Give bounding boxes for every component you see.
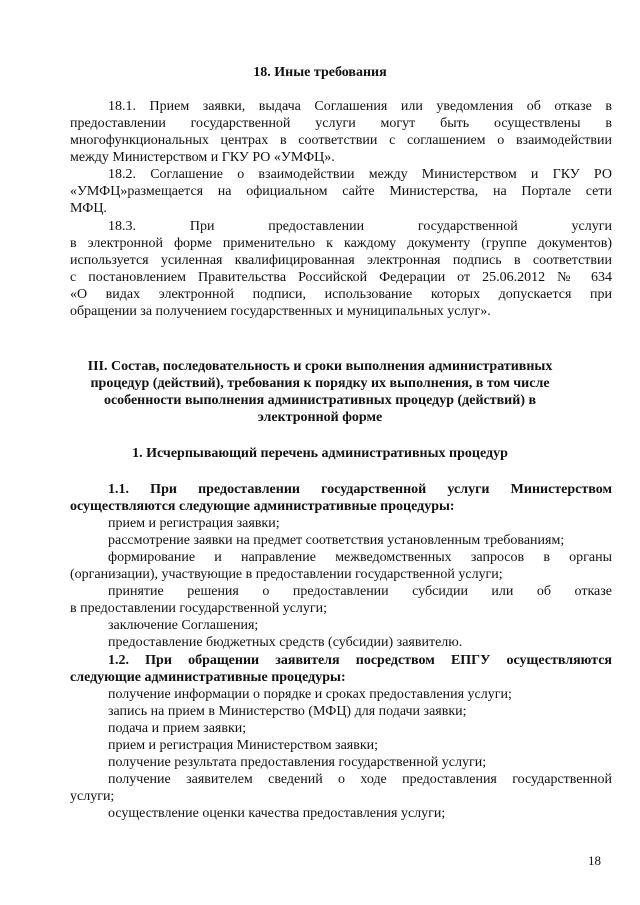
para-1-2-title-line: следующие административные процедуры:: [70, 670, 346, 685]
para-18-3-line: в электронной форме применительно к каждому документу (группе документов): [70, 236, 612, 251]
section-18-title: 18. Иные требования: [253, 65, 387, 80]
section-3-title-line: особенности выполнения административных процедур (действий) в: [103, 393, 537, 408]
list-item: прием и регистрация Министерством заявки;: [108, 738, 379, 753]
list-item: заключение Соглашения;: [108, 618, 259, 633]
list-item: формирование и направление межведомственных запросов в органы: [108, 550, 612, 565]
list-item: прием и регистрация заявки;: [108, 516, 280, 531]
list-item: осуществление оценки качества предоставления услуги;: [108, 806, 446, 821]
para-18-2-line: «УМФЦ»размещается на официальном сайте Министерства, на Портале сети: [70, 184, 612, 199]
para-18-1-line: многофункциональных центрах в соответствии с соглашением о взаимодействии: [70, 133, 612, 148]
para-18-3-line: используется усиленная квалифицированная электронная подпись в соответствии: [70, 253, 612, 268]
page-number: 18: [588, 853, 601, 868]
para-1-2-title-line: 1.2. При обращении заявителя посредством ЕПГУ осуществляются: [108, 653, 612, 668]
para-18-3-line: 18.3. При предоставлении государственной услуги: [108, 219, 612, 234]
list-item: предоставление бюджетных средств (субсидии) заявителю.: [108, 635, 463, 650]
para-18-1-line: 18.1. Прием заявки, выдача Соглашения или уведомления об отказе в: [108, 99, 612, 114]
para-1-1-title-line: осуществляются следующие административные процедуры:: [70, 499, 455, 514]
list-item: в предоставлении государственной услуги;: [70, 601, 328, 616]
list-item: принятие решения о предоставлении субсидии или об отказе: [108, 584, 612, 599]
list-item: получение информации о порядке и сроках предоставления услуги;: [108, 687, 512, 702]
para-18-3-line: с постановлением Правительства Российской Федерации от 25.06.2012 № 634: [70, 270, 612, 285]
para-18-1-line: предоставлении государственной услуги могут быть осуществлены в: [70, 116, 612, 131]
para-18-2-line: МФЦ.: [70, 201, 107, 216]
section-3-title-line: электронной форме: [257, 410, 383, 425]
subsection-1-title: 1. Исчерпывающий перечень административных процедур: [132, 446, 508, 461]
section-3-title-line: процедур (действий), требования к порядку их выполнения, в том числе: [90, 376, 550, 391]
para-18-3-line: «О видах электронной подписи, использование которых допускается при: [70, 287, 612, 302]
list-item: рассмотрение заявки на предмет соответствия установленным требованиям;: [108, 533, 565, 548]
list-item: получение заявителем сведений о ходе предоставления государственной: [108, 772, 612, 787]
para-1-1-title-line: 1.1. При предоставлении государственной услуги Министерством: [108, 482, 612, 497]
list-item: услуги;: [70, 789, 115, 804]
para-18-1-line: между Министерством и ГКУ РО «УМФЦ».: [70, 150, 335, 165]
para-18-2-line: 18.2. Соглашение о взаимодействии между Министерством и ГКУ РО: [108, 167, 612, 182]
list-item: (организации), участвующие в предоставлении государственной услуги;: [70, 567, 503, 582]
para-18-3-line: обращении за получением государственных и муниципальных услуг».: [70, 304, 491, 319]
section-3-title-line: III. Состав, последовательность и сроки выполнения административных: [87, 359, 553, 374]
list-item: получение результата предоставления государственной услуги;: [108, 755, 487, 770]
list-item: запись на прием в Министерство (МФЦ) для подачи заявки;: [108, 704, 467, 719]
list-item: подача и прием заявки;: [108, 721, 247, 736]
